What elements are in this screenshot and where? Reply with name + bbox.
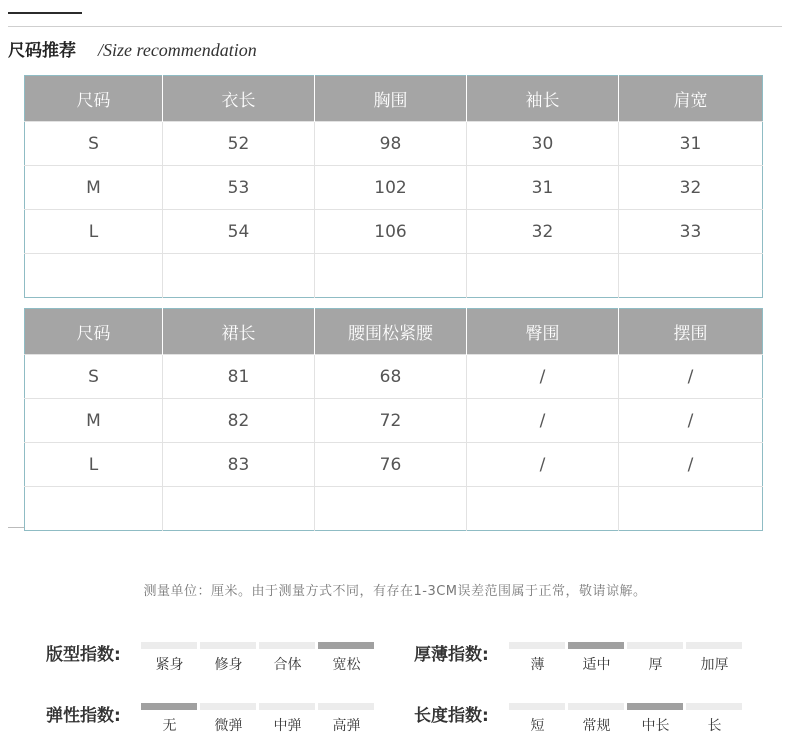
table-cell: / [619, 443, 763, 487]
table-cell: 82 [163, 399, 315, 443]
table-row [25, 122, 763, 166]
table-cell: 52 [163, 122, 315, 166]
index-option: 短 [530, 718, 545, 734]
index-segment [568, 703, 624, 710]
table-row-empty [25, 487, 763, 531]
side-divider-stub [8, 527, 24, 528]
table-header-row [25, 76, 763, 122]
index-option: 厚 [648, 657, 663, 673]
table-cell [163, 254, 315, 298]
index-segment [200, 642, 256, 649]
index-fit [46, 640, 376, 680]
index-option: 无 [162, 718, 177, 734]
table-header-row [25, 309, 763, 355]
section-title [8, 36, 257, 60]
index-segment [627, 642, 683, 649]
table-cell [619, 254, 763, 298]
index-option: 长 [707, 718, 722, 734]
index-segment [686, 703, 742, 710]
table-cell: M [25, 166, 163, 210]
table-cell: / [467, 355, 619, 399]
table-cell: / [467, 399, 619, 443]
index-label: 厚薄指数: [414, 645, 489, 665]
table-cell: 76 [315, 443, 467, 487]
index-segment-selected [141, 703, 197, 710]
index-segment [141, 642, 197, 649]
index-option: 中长 [641, 718, 670, 734]
table-cell: 81 [163, 355, 315, 399]
table-row [25, 443, 763, 487]
table-row-empty [25, 254, 763, 298]
table-cell: 32 [467, 210, 619, 254]
header-chest: 胸围 [315, 76, 467, 122]
bottom-size-table [24, 308, 763, 531]
measurement-note: 测量单位：厘米。由于测量方式不同，有存在1-3CM误差范围属于正常，敬请谅解。 [143, 584, 647, 599]
index-option: 常规 [582, 718, 611, 734]
index-bar [141, 703, 377, 710]
index-label: 弹性指数: [46, 706, 121, 726]
index-option: 高弹 [332, 718, 361, 734]
section-title-cn: 尺码推荐 [8, 41, 76, 61]
index-segment [259, 703, 315, 710]
table-cell: 53 [163, 166, 315, 210]
top-divider [8, 26, 782, 27]
header-hip: 臀围 [467, 309, 619, 355]
index-segment [686, 642, 742, 649]
header-shoulder: 肩宽 [619, 76, 763, 122]
table-cell: S [25, 122, 163, 166]
index-option: 宽松 [332, 657, 361, 673]
table-cell: 54 [163, 210, 315, 254]
table-cell: L [25, 443, 163, 487]
index-segment [200, 703, 256, 710]
index-bar [141, 642, 377, 649]
index-options [140, 715, 376, 735]
table-row [25, 355, 763, 399]
index-option: 薄 [530, 657, 545, 673]
table-row [25, 166, 763, 210]
table-cell: 31 [619, 122, 763, 166]
index-option: 紧身 [155, 657, 184, 673]
index-option: 加厚 [700, 657, 729, 673]
index-segment [259, 642, 315, 649]
table-cell: 106 [315, 210, 467, 254]
header-skirt-length: 裙长 [163, 309, 315, 355]
table-row [25, 399, 763, 443]
table-cell: / [619, 355, 763, 399]
index-options [508, 654, 744, 674]
header-size: 尺码 [25, 309, 163, 355]
index-elasticity [46, 701, 376, 741]
table-cell: 30 [467, 122, 619, 166]
index-thickness [414, 640, 749, 680]
index-segment [509, 642, 565, 649]
index-label: 版型指数: [46, 645, 121, 665]
table-row [25, 210, 763, 254]
index-option: 合体 [273, 657, 302, 673]
table-cell: 32 [619, 166, 763, 210]
table-cell [315, 487, 467, 531]
table-cell: 31 [467, 166, 619, 210]
index-options [508, 715, 744, 735]
index-bar [509, 703, 745, 710]
table-cell: L [25, 210, 163, 254]
index-option: 微弹 [214, 718, 243, 734]
top-size-table [24, 75, 763, 298]
table-cell: 98 [315, 122, 467, 166]
table-cell [467, 487, 619, 531]
table-cell [25, 254, 163, 298]
table-cell: 83 [163, 443, 315, 487]
table-cell: 72 [315, 399, 467, 443]
table-cell: M [25, 399, 163, 443]
table-cell: 68 [315, 355, 467, 399]
table-cell [25, 487, 163, 531]
index-segment [509, 703, 565, 710]
header-waist: 腰围松紧腰 [315, 309, 467, 355]
header-size: 尺码 [25, 76, 163, 122]
table-cell: 102 [315, 166, 467, 210]
section-title-en: /Size recommendation [98, 40, 257, 60]
table-cell: 33 [619, 210, 763, 254]
header-sleeve: 袖长 [467, 76, 619, 122]
table-cell: S [25, 355, 163, 399]
table-cell [467, 254, 619, 298]
table-cell: / [619, 399, 763, 443]
index-segment-selected [568, 642, 624, 649]
index-segment [318, 703, 374, 710]
header-hem: 摆围 [619, 309, 763, 355]
index-segment-selected [318, 642, 374, 649]
table-cell: / [467, 443, 619, 487]
index-length [414, 701, 749, 741]
index-bar [509, 642, 745, 649]
index-option: 中弹 [273, 718, 302, 734]
index-label: 长度指数: [414, 706, 489, 726]
table-cell [163, 487, 315, 531]
index-option: 适中 [582, 657, 611, 673]
header-length: 衣长 [163, 76, 315, 122]
index-option: 修身 [214, 657, 243, 673]
table-cell [315, 254, 467, 298]
index-segment-selected [627, 703, 683, 710]
index-options [140, 654, 376, 674]
table-cell [619, 487, 763, 531]
top-accent-rule [8, 12, 82, 14]
